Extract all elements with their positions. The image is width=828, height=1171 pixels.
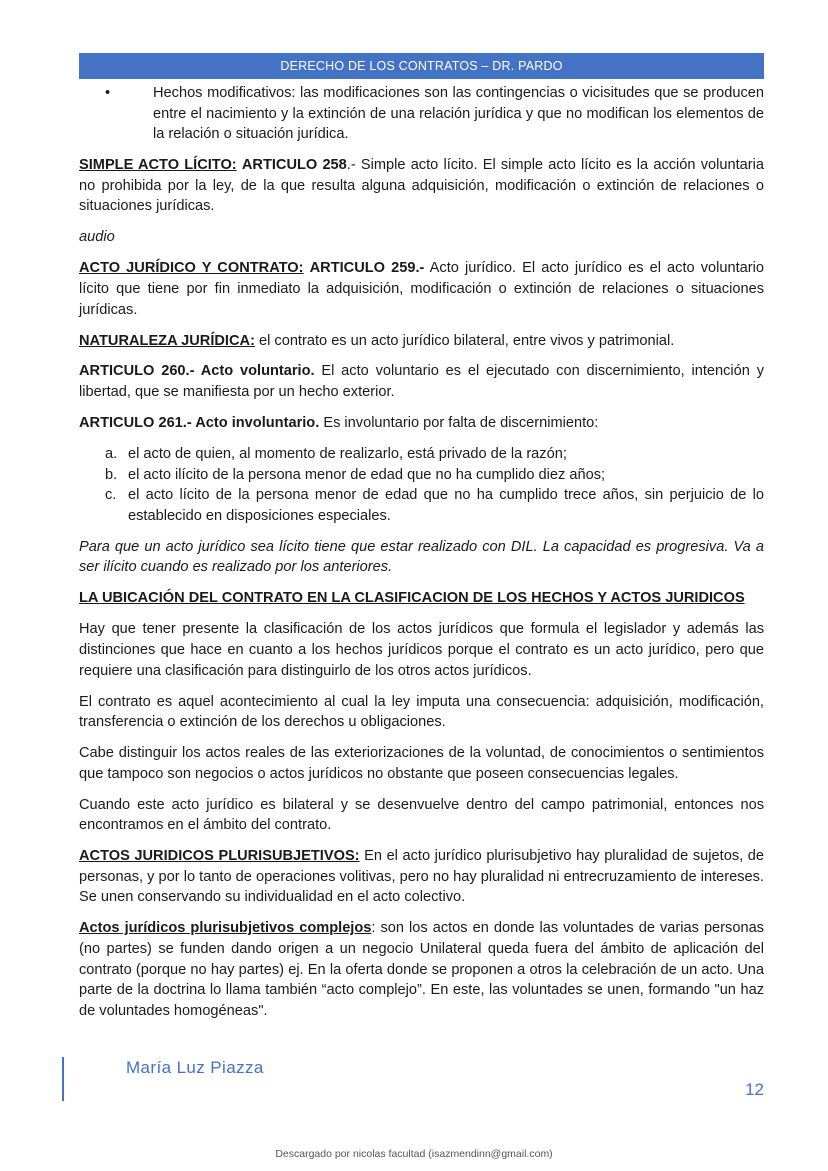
paragraph-bilateral: Cuando este acto jurídico es bilateral y se desenvuelve dentro del campo patrimonial, entonces nos encontramos en el ámbito del contrato.	[79, 796, 764, 834]
list-marker: a.	[105, 446, 118, 463]
heading: ACTOS JURIDICOS PLURISUBJETIVOS:	[79, 848, 360, 865]
paragraph-art-261	[79, 413, 764, 434]
list-text: el acto ilícito de la persona menor de edad que no ha cumplido diez años;	[128, 466, 606, 483]
paragraph-simple-acto	[79, 155, 764, 217]
list-text: el acto de quien, al momento de realizarlo, está privado de la razón;	[128, 446, 567, 463]
article-ref: ARTICULO 261.- Acto involuntario.	[79, 415, 320, 432]
footer-divider	[62, 1057, 64, 1101]
download-footer: Descargado por nicolas facultad (isazmendinn@gmail.com)	[275, 1148, 553, 1160]
header-title: DERECHO DE LOS CONTRATOS – DR. PARDO	[280, 59, 563, 73]
list-item	[79, 485, 764, 526]
paragraph-art-260	[79, 361, 764, 402]
paragraph-actos-reales: Cabe distinguir los actos reales de las exteriorizaciones de la voluntad, de conocimientos o sentimientos que tampoco son negocios o actos jurídicos no obstante que poseen consecuencias legales.	[79, 745, 764, 782]
document-body	[79, 83, 764, 1032]
page-header	[79, 53, 764, 79]
article-ref: ARTICULO 258	[241, 157, 347, 174]
page-number: 12	[745, 1080, 764, 1099]
heading: NATURALEZA JURÍDICA:	[79, 332, 255, 349]
paragraph-text: el contrato es un acto jurídico bilateral, entre vivos y patrimonial.	[254, 332, 675, 349]
paragraph-text: : son los actos en donde las voluntades de varias personas (no partes) se funden dando origen a un negocio Unilateral queda fuera del ámbito de aplicación del contrato (porque no hay partes) ej. En la oferta donde se proponen a otros la celebración de un acto. Una parte de la doctrina lo llama también “acto complejo”. En este, las voluntades se unen, formando "un haz de voluntades homogéneas".	[79, 920, 764, 1019]
paragraph-text: .- Simple acto lícito. El simple acto lícito es la acción voluntaria no prohibida por la ley, de la que resulta alguna adquisición, modificación o extinción de relaciones o situaciones jurídicas.	[79, 157, 764, 215]
paragraph-text: El acto voluntario es el ejecutado con discernimiento, intención y libertad, que se manifiesta por un hecho exterior.	[79, 363, 764, 401]
paragraph-complejos	[79, 918, 764, 1021]
list-item	[79, 465, 764, 486]
article-ref: ARTICULO 259.-	[309, 260, 425, 277]
list-text: el acto lícito de la persona menor de edad que no ha cumplido trece años, sin perjuicio de lo establecido en disposiciones especiales.	[128, 487, 764, 524]
paragraph-plurisubjetivos	[79, 846, 764, 908]
paragraph-audio: audio	[79, 229, 115, 246]
paragraph-note-italic: Para que un acto jurídico sea lícito tiene que estar realizado con DIL. La capacidad es progresiva. Va a ser ilícito cuando es realizado por los anteriores.	[79, 538, 764, 576]
heading: ACTO JURÍDICO Y CONTRATO:	[79, 260, 304, 277]
list-marker: c.	[105, 487, 117, 504]
paragraph-text: En el acto jurídico plurisubjetivo hay pluralidad de sujetos, de personas, y por lo tanto de operaciones volitivas, pero no hay pluralidad ni entrecruzamiento de intereses. Se unen conservando su individualidad en el acto colectivo.	[79, 848, 764, 906]
paragraph-naturaleza	[79, 331, 764, 352]
paragraph-text: Es involuntario por falta de discernimiento:	[319, 415, 599, 432]
heading: SIMPLE ACTO LÍCITO:	[79, 157, 237, 174]
paragraph-acto-juridico	[79, 258, 764, 320]
bullet-text: Hechos modificativos: las modificaciones son las contingencias o vicisitudes que se producen entre el nacimiento y la extinción de una relación jurídica y que no modifican los elementos de la relación o situación jurídica.	[153, 85, 764, 143]
list-marker: b.	[105, 466, 118, 483]
author-name: María Luz Piazza	[126, 1058, 264, 1077]
article-ref: ARTICULO 260.- Acto voluntario.	[79, 363, 315, 380]
paragraph-contrato-acontecimiento: El contrato es aquel acontecimiento al cual la ley imputa una consecuencia: adquisición, modificación, transferencia o extinción de los derechos u obligaciones.	[79, 693, 764, 731]
paragraph-clasificacion: Hay que tener presente la clasificación de los actos jurídicos que formula el legislador y además las distinciones que hace en cuanto a los hechos jurídicos porque el contrato es un acto jurídico, pero que requiere una clasificación para distinguirlo de los otros actos jurídicos.	[79, 621, 764, 679]
section-heading	[79, 588, 764, 609]
list-item	[79, 444, 764, 465]
bullet-item	[79, 83, 764, 145]
heading: LA UBICACIÓN DEL CONTRATO EN LA CLASIFICACION DE LOS HECHOS Y ACTOS JURIDICOS	[79, 590, 745, 607]
bullet-icon: •	[105, 85, 111, 101]
paragraph-text: Acto jurídico. El acto jurídico es el acto voluntario lícito que tiene por fin inmediato la adquisición, modificación o extinción de relaciones o situaciones jurídicas.	[79, 260, 764, 318]
lettered-list	[79, 444, 764, 526]
heading: Actos jurídicos plurisubjetivos complejos	[79, 920, 372, 937]
